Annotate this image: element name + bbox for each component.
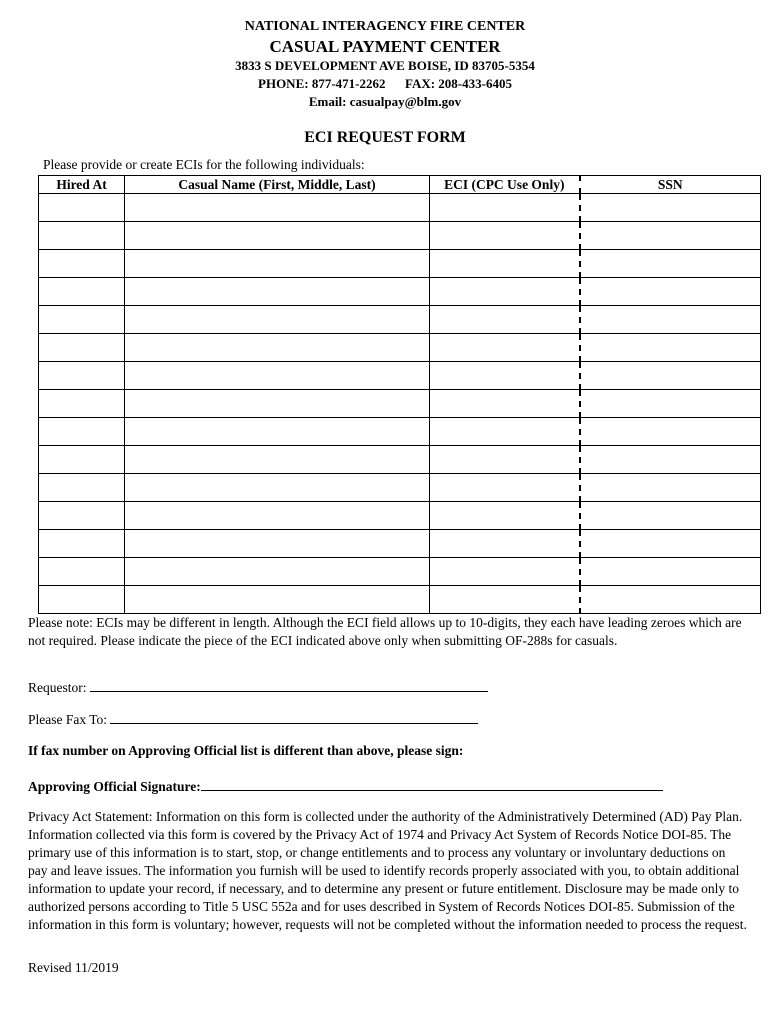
requestor-input-line[interactable] [90, 677, 488, 692]
privacy-statement: Privacy Act Statement: Information on this form is collected under the authority of the Administratively Determined (AD) Pay Plan. Information collected via this form is covered by the Privacy Act of 1974 and Privacy Act System of Records Notice DOI-85. The primary use of this information is to start, stop, or change entitlements and to process any voluntary or involuntary deductions on pay and leave issues. The information you furnish will be used to identify records properly associated with you, to obtain additional information to update your record, if necessary, and to determine any present or future entitlement. Disclosure may be made only to authorized persons according to Title 5 USC 552a and for uses described in System of Records Notices DOI-85. Submission of the information in this form is voluntary; however, requests will not be completed without the information needed to process the request. [28, 809, 747, 932]
casual-name-cell[interactable] [125, 418, 430, 446]
eci-request-table [38, 175, 761, 614]
ssn-cell[interactable] [580, 250, 761, 278]
col-ssn: SSN [580, 176, 761, 194]
eci-cell[interactable] [430, 558, 580, 586]
sign-instruction: If fax number on Approving Official list is different than above, please sign: [28, 743, 464, 758]
hired-at-cell[interactable] [39, 390, 125, 418]
ssn-cell[interactable] [580, 446, 761, 474]
casual-name-cell[interactable] [125, 306, 430, 334]
eci-cell[interactable] [430, 418, 580, 446]
eci-cell[interactable] [430, 446, 580, 474]
ssn-cell[interactable] [580, 390, 761, 418]
hired-at-cell[interactable] [39, 446, 125, 474]
revised-date: Revised 11/2019 [28, 960, 119, 975]
casual-name-cell[interactable] [125, 222, 430, 250]
eci-cell[interactable] [430, 362, 580, 390]
intro-text: Please provide or create ECIs for the following individuals: [43, 157, 365, 172]
table-row [39, 334, 761, 362]
table-row [39, 586, 761, 614]
table-row [39, 502, 761, 530]
table-row [39, 418, 761, 446]
ssn-cell[interactable] [580, 502, 761, 530]
eci-cell[interactable] [430, 390, 580, 418]
casual-name-cell[interactable] [125, 390, 430, 418]
email: Email: casualpay@blm.gov [308, 94, 462, 109]
table-row [39, 222, 761, 250]
eci-cell[interactable] [430, 502, 580, 530]
hired-at-cell[interactable] [39, 474, 125, 502]
eci-cell[interactable] [430, 278, 580, 306]
table-row [39, 250, 761, 278]
eci-cell[interactable] [430, 194, 580, 222]
eci-cell[interactable] [430, 530, 580, 558]
table-row [39, 474, 761, 502]
eci-cell[interactable] [430, 250, 580, 278]
approving-signature-line[interactable] [201, 776, 663, 791]
ssn-cell[interactable] [580, 586, 761, 614]
ssn-cell[interactable] [580, 362, 761, 390]
casual-name-cell[interactable] [125, 530, 430, 558]
casual-name-cell[interactable] [125, 502, 430, 530]
form-title: ECI REQUEST FORM [304, 129, 466, 146]
fax-input-line[interactable] [110, 709, 478, 724]
hired-at-cell[interactable] [39, 418, 125, 446]
hired-at-cell[interactable] [39, 586, 125, 614]
approving-field [28, 776, 663, 796]
fax-label: Please Fax To: [28, 712, 108, 727]
org-name: NATIONAL INTERAGENCY FIRE CENTER [244, 19, 526, 34]
hired-at-cell[interactable] [39, 194, 125, 222]
col-hired-at: Hired At [39, 176, 125, 194]
eci-cell[interactable] [430, 306, 580, 334]
casual-name-cell[interactable] [125, 362, 430, 390]
hired-at-cell[interactable] [39, 222, 125, 250]
ssn-cell[interactable] [580, 194, 761, 222]
hired-at-cell[interactable] [39, 334, 125, 362]
table-row [39, 446, 761, 474]
table-row [39, 306, 761, 334]
requestor-field [28, 677, 488, 697]
table-row [39, 194, 761, 222]
ssn-cell[interactable] [580, 558, 761, 586]
approving-label: Approving Official Signature: [28, 779, 201, 794]
casual-name-cell[interactable] [125, 474, 430, 502]
eci-cell[interactable] [430, 586, 580, 614]
fax-field [28, 709, 478, 729]
eci-cell[interactable] [430, 222, 580, 250]
center-name: CASUAL PAYMENT CENTER [269, 37, 501, 56]
address: 3833 S DEVELOPMENT AVE BOISE, ID 83705-5354 [235, 58, 535, 73]
col-eci: ECI (CPC Use Only) [430, 176, 580, 194]
hired-at-cell[interactable] [39, 530, 125, 558]
hired-at-cell[interactable] [39, 306, 125, 334]
casual-name-cell[interactable] [125, 446, 430, 474]
table-row [39, 390, 761, 418]
casual-name-cell[interactable] [125, 250, 430, 278]
hired-at-cell[interactable] [39, 278, 125, 306]
casual-name-cell[interactable] [125, 194, 430, 222]
table-header-row [39, 176, 761, 194]
ssn-cell[interactable] [580, 530, 761, 558]
ssn-cell[interactable] [580, 222, 761, 250]
hired-at-cell[interactable] [39, 362, 125, 390]
phone-fax: PHONE: 877-471-2262 FAX: 208-433-6405 [258, 76, 512, 91]
note-text: Please note: ECIs may be different in length. Although the ECI field allows up to 10-digits, they each have leading zeroes which are not required. Please indicate the piece of the ECI indicated above only when submitting OF-288s for casuals. [28, 615, 742, 648]
table-row [39, 362, 761, 390]
ssn-cell[interactable] [580, 306, 761, 334]
table-row [39, 278, 761, 306]
ssn-cell[interactable] [580, 334, 761, 362]
hired-at-cell[interactable] [39, 502, 125, 530]
ssn-cell[interactable] [580, 418, 761, 446]
table-row [39, 558, 761, 586]
col-casual-name: Casual Name (First, Middle, Last) [125, 176, 430, 194]
eci-cell[interactable] [430, 334, 580, 362]
casual-name-cell[interactable] [125, 334, 430, 362]
casual-name-cell[interactable] [125, 558, 430, 586]
ssn-cell[interactable] [580, 474, 761, 502]
hired-at-cell[interactable] [39, 250, 125, 278]
table-row [39, 530, 761, 558]
hired-at-cell[interactable] [39, 558, 125, 586]
casual-name-cell[interactable] [125, 586, 430, 614]
casual-name-cell[interactable] [125, 278, 430, 306]
eci-cell[interactable] [430, 474, 580, 502]
requestor-label: Requestor: [28, 680, 87, 695]
ssn-cell[interactable] [580, 278, 761, 306]
